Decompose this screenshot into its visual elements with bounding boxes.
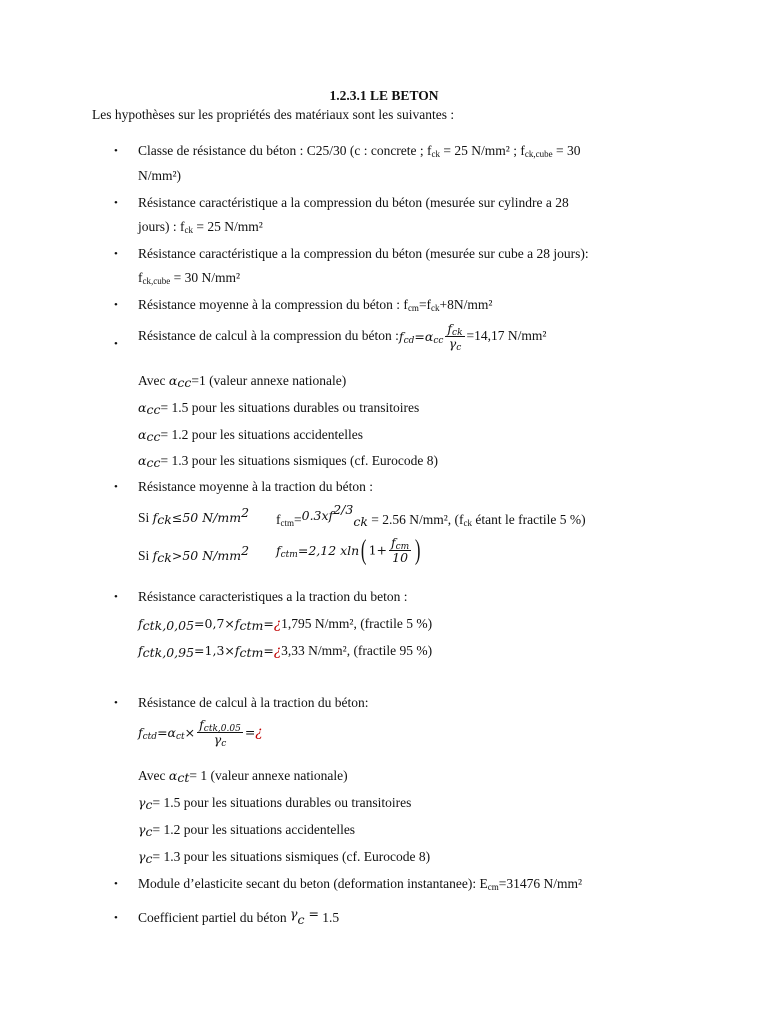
item-calcul-compression: Résistance de calcul à la compression du béton $:f_{cd}=\alpha_{cc}$ $\frac{f_{ck}}{\gamma_c}$ =14,17 N/mm²: [138, 321, 547, 353]
fctd-formula: $f_{ctd}=\alpha_{ct}\times$ $\frac{f_{ctk,0.05}}{\gamma_c}$ =¿: [138, 717, 263, 749]
bullet-icon: •: [114, 591, 118, 603]
fctk-005-line: $f_{ctk,0,05}=0,7\times f_{ctm}=¿1,795$ N/mm², (fractile 5 %): [138, 616, 433, 633]
alpha-cc-line-1: Avec $\alpha_{cc}=1$ (valeur annexe nationale): [138, 373, 347, 390]
item-module-elasticite: Module d’elasticite secant du beton (deformation instantanee): $E_{cm}=31476$ N/mm²: [138, 876, 583, 892]
item-classe: Classe de résistance du béton : C25/30 (c : concrete ; $f_{ck} = 25$ N/mm² ; $f_{ck,cube} = 30$: [138, 143, 581, 159]
gamma-c-line-3: $\gamma_c= 1.3$ pour les situations sismiques (cf. Eurocode 8): [138, 849, 431, 866]
alpha-cc-line-2: $\alpha_{cc}= 1.5$ pour les situations durables ou transitoires: [138, 400, 420, 417]
item-cube-line2: $f_{ck,cube} = 30$ N/mm²: [138, 270, 241, 286]
item-coefficient-partiel: Coefficient partiel du béton $\gamma_c = 1.5$: [138, 906, 340, 927]
gamma-c-line-2: $\gamma_c= 1.2$ pour les situations accidentelles: [138, 822, 356, 839]
gamma-c-line-1: $\gamma_c= 1.5$ pour les situations durables ou transitoires: [138, 795, 412, 812]
fctm-case-1: Si $f_{ck}\le 50$ $N/mm^2$: [138, 505, 250, 527]
fctm-formula-2: $f_{ctm}=2,12$ xln( 1+ $\frac{f_{cm}}{10}$ ): [276, 534, 421, 566]
fraction-fctk-gammac: $\frac{f_{ctk,0.05}}{\gamma_c}$: [199, 717, 241, 749]
alpha-ct-line: Avec $\alpha_{ct}= 1$ (valeur annexe nationale): [138, 768, 348, 785]
fraction-fcm-10: $\frac{f_{cm}}{10}$: [391, 535, 410, 565]
alpha-cc-line-3: $\alpha_{cc}= 1.2$ pour les situations accidentelles: [138, 427, 364, 444]
bullet-icon: •: [114, 481, 118, 493]
fraction-fck-gammac: $\frac{f_{ck}}{\gamma_c}$: [447, 321, 463, 353]
left-paren-icon: (: [361, 534, 367, 566]
bullet-icon: •: [114, 878, 118, 890]
bullet-icon: •: [114, 197, 118, 209]
bullet-icon: •: [114, 299, 118, 311]
intro-text: Les hypothèses sur les propriétés des matériaux sont les suivantes :: [92, 107, 455, 122]
bullet-icon: •: [114, 912, 118, 924]
item-cube: Résistance caractéristique a la compression du béton (mesurée sur cube a 28 jours):: [138, 246, 589, 261]
item-cylindre: Résistance caractéristique a la compression du béton (mesurée sur cylindre a 28: [138, 195, 569, 210]
item-traction-moyenne: Résistance moyenne à la traction du béton :: [138, 479, 374, 494]
fctm-case-2: Si $f_{ck}>50$ $N/mm^2$: [138, 543, 250, 565]
bullet-icon: •: [114, 338, 118, 350]
item-moyenne-compression: Résistance moyenne à la compression du béton : $f_{cm}=f_{ck}+8N$/mm²: [138, 297, 493, 313]
bullet-icon: •: [114, 145, 118, 157]
bullet-icon: •: [114, 697, 118, 709]
right-paren-icon: ): [415, 534, 421, 566]
bullet-icon: •: [114, 248, 118, 260]
alpha-cc-line-4: $\alpha_{cc}= 1.3$ pour les situations sismiques (cf. Eurocode 8): [138, 453, 439, 470]
section-title: 1.2.3.1 LE BETON: [329, 88, 439, 103]
item-traction-caracteristique: Résistance caracteristiques a la traction du beton :: [138, 589, 408, 604]
item-traction-calcul: Résistance de calcul à la traction du béton:: [138, 695, 369, 710]
fctk-095-line: $f_{ctk,0,95}=1,3\times f_{ctm}=¿3,33$ N/mm², (fractile 95 %): [138, 643, 433, 660]
item-classe-line2: N/mm²): [138, 168, 182, 183]
item-cylindre-line2: jours) : $f_{ck} = 25$ N/mm²: [138, 219, 263, 235]
fctm-formula-1: $f_{ctm}=0.3xf^{2/3}_{ck} = 2.56$ N/mm², ($f_{ck}$ étant le fractile 5 %): [276, 502, 586, 529]
